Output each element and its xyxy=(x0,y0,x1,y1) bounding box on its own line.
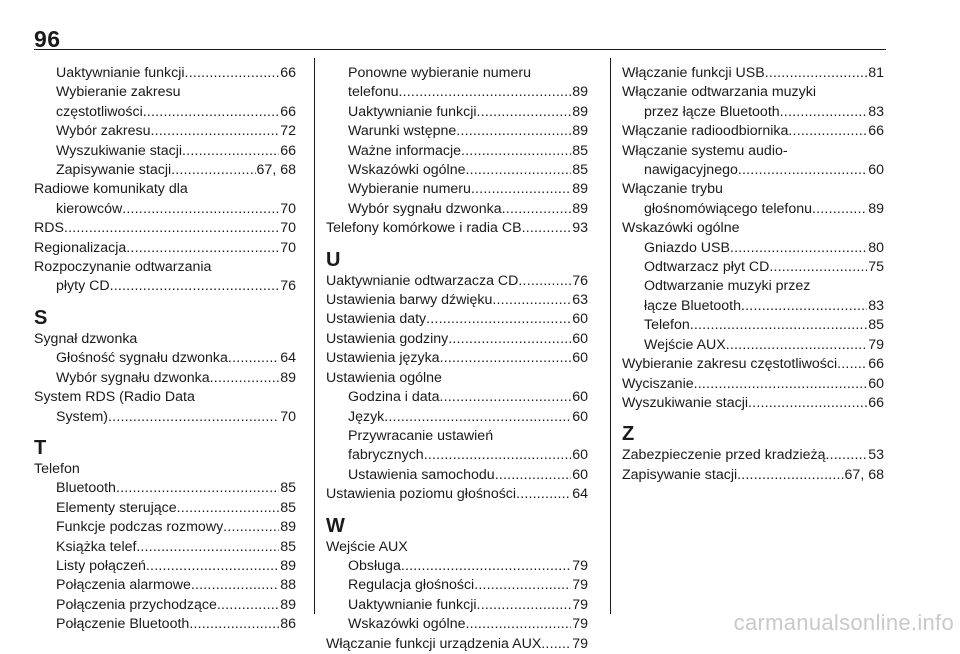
entry-term: płyty CD xyxy=(56,278,110,295)
index-heading: Telefon xyxy=(34,460,80,477)
index-entry xyxy=(34,239,296,258)
index-subentry xyxy=(326,408,588,427)
dot-leader xyxy=(769,258,867,277)
entry-page-ref: 76 xyxy=(572,272,588,289)
dot-leader xyxy=(140,538,279,557)
dot-leader xyxy=(737,466,843,485)
entry-term: Regionalizacja xyxy=(34,239,127,256)
entry-page-ref: 85 xyxy=(572,162,588,179)
index-subentry xyxy=(622,258,884,277)
entry-page-ref: 89 xyxy=(572,181,588,198)
entry-term: Odtwarzacz płyt CD xyxy=(644,259,770,276)
index-subentry xyxy=(326,446,588,465)
entry-term: Uaktywnianie funkcji xyxy=(348,103,477,120)
dot-leader xyxy=(456,122,571,141)
index-subentry xyxy=(34,538,296,557)
dot-leader xyxy=(110,277,280,296)
entry-term: RDS xyxy=(34,220,64,237)
index-subentry xyxy=(34,557,296,576)
index-subentry: Przywracanie ustawień xyxy=(348,427,494,444)
section-letter: S xyxy=(34,306,48,329)
entry-term: Listy połączeń xyxy=(56,557,146,574)
index-subentry xyxy=(326,142,588,161)
entry-page-ref: 79 xyxy=(572,557,588,574)
entry-page-ref: 89 xyxy=(572,123,588,140)
entry-page-ref: 60 xyxy=(572,330,588,347)
index-subentry xyxy=(622,336,884,355)
index-subentry xyxy=(326,103,588,122)
page-number: 96 xyxy=(34,26,61,52)
entry-page-ref: 85 xyxy=(280,538,296,555)
dot-leader xyxy=(440,349,572,368)
entry-term: fabrycznych xyxy=(348,447,424,464)
index-entry xyxy=(326,349,588,368)
entry-term: Ustawienia języka xyxy=(326,350,440,367)
dot-leader xyxy=(741,297,867,316)
index-entry xyxy=(326,485,588,504)
dot-leader xyxy=(424,446,572,465)
index-subentry xyxy=(34,122,296,141)
entry-page-ref: 83 xyxy=(868,103,884,120)
index-subentry xyxy=(326,83,588,102)
dot-leader xyxy=(401,557,571,576)
dot-leader xyxy=(788,122,867,141)
entry-term: częstotliwości xyxy=(56,103,143,120)
dot-leader xyxy=(516,485,571,504)
entry-term: Regulacja głośności xyxy=(348,577,475,594)
entry-term: Wybór sygnału dzwonka xyxy=(348,200,502,217)
index-heading: Włączanie systemu audio- xyxy=(622,142,788,159)
dot-leader xyxy=(185,64,280,83)
dot-leader xyxy=(825,446,867,465)
dot-leader xyxy=(502,200,572,219)
entry-term: Wybieranie zakresu częstotliwości xyxy=(622,356,838,373)
index-subentry xyxy=(622,161,884,180)
entry-term: Ważne informacje xyxy=(348,142,462,159)
entry-page-ref: 79 xyxy=(572,596,588,613)
dot-leader xyxy=(177,499,280,518)
dot-leader xyxy=(210,369,280,388)
entry-term: Zapisywanie stacji xyxy=(56,162,172,179)
index-entry xyxy=(326,310,588,329)
entry-term: Wyszukiwanie stacji xyxy=(622,394,749,411)
column-divider xyxy=(314,58,315,614)
index-heading: Sygnał dzwonka xyxy=(34,330,138,347)
entry-term: Obsługa xyxy=(348,557,401,574)
entry-page-ref: 63 xyxy=(572,292,588,309)
entry-page-ref: 79 xyxy=(572,635,588,652)
dot-leader xyxy=(748,394,867,413)
entry-page-ref: 85 xyxy=(280,480,296,497)
index-heading: Włączanie trybu xyxy=(622,181,723,198)
dot-leader xyxy=(171,161,255,180)
entry-page-ref: 89 xyxy=(280,596,296,613)
index-entry xyxy=(622,446,884,465)
entry-page-ref: 60 xyxy=(868,162,884,179)
entry-term: Wybór zakresu xyxy=(56,123,151,140)
entry-term: Gniazdo USB xyxy=(644,239,730,256)
entry-term: przez łącze Bluetooth xyxy=(644,103,780,120)
dot-leader xyxy=(837,355,867,374)
entry-page-ref: 60 xyxy=(572,447,588,464)
entry-page-ref: 60 xyxy=(572,389,588,406)
entry-term: Włączanie funkcji USB xyxy=(622,65,765,81)
index-subentry: Ponowne wybieranie numeru xyxy=(348,65,531,81)
index-subentry xyxy=(34,499,296,518)
index-subentry xyxy=(326,200,588,219)
index-subentry xyxy=(622,316,884,335)
entry-term: Głośność sygnału dzwonka xyxy=(56,350,228,367)
entry-page-ref: 88 xyxy=(280,577,296,594)
section-letter: U xyxy=(326,248,341,271)
entry-page-ref: 66 xyxy=(868,394,884,411)
entry-page-ref: 64 xyxy=(572,486,588,503)
entry-page-ref: 66 xyxy=(280,65,296,81)
dot-leader xyxy=(126,239,279,258)
index-heading: System RDS (Radio Data xyxy=(34,389,195,406)
index-entry xyxy=(622,64,884,83)
index-subentry xyxy=(326,557,588,576)
index-subentry xyxy=(34,64,296,83)
entry-page-ref: 70 xyxy=(280,220,296,237)
dot-leader xyxy=(217,596,279,615)
dot-leader xyxy=(466,161,572,180)
dot-leader xyxy=(461,142,571,161)
entry-term: Ustawienia daty xyxy=(326,311,427,328)
index-entry xyxy=(326,219,588,238)
dot-leader xyxy=(189,615,279,634)
entry-page-ref: 60 xyxy=(572,408,588,425)
dot-leader xyxy=(541,635,571,654)
entry-term: Telefon xyxy=(644,317,690,334)
entry-page-ref: 67, 68 xyxy=(844,466,884,483)
entry-term: Ustawienia samochodu xyxy=(348,466,495,483)
entry-term: Uaktywnianie odtwarzacza CD xyxy=(326,272,519,289)
entry-page-ref: 85 xyxy=(280,499,296,516)
entry-page-ref: 89 xyxy=(280,519,296,536)
entry-page-ref: 81 xyxy=(868,65,884,81)
dot-leader xyxy=(477,596,572,615)
entry-term: Godzina i data xyxy=(348,389,440,406)
dot-leader xyxy=(146,557,279,576)
entry-page-ref: 60 xyxy=(572,311,588,328)
entry-page-ref: 79 xyxy=(868,336,884,353)
entry-page-ref: 79 xyxy=(572,577,588,594)
entry-page-ref: 80 xyxy=(868,239,884,256)
entry-page-ref: 89 xyxy=(572,103,588,120)
dot-leader xyxy=(143,103,279,122)
dot-leader xyxy=(122,200,279,219)
index-heading: Ustawienia ogólne xyxy=(326,369,442,386)
index-subentry xyxy=(34,518,296,537)
watermark-text: carmanualsonline.info xyxy=(733,610,954,635)
entry-term: Wskazówki ogólne xyxy=(348,616,466,633)
dot-leader xyxy=(690,316,867,335)
index-subentry xyxy=(34,103,296,122)
index-entry xyxy=(622,466,884,485)
index-entry xyxy=(622,122,884,141)
entry-term: Wskazówki ogólne xyxy=(348,162,466,179)
entry-term: Połączenia przychodzące xyxy=(56,596,217,613)
entry-page-ref: 53 xyxy=(868,447,884,464)
dot-leader xyxy=(182,142,279,161)
entry-term: Wyciszanie xyxy=(622,375,694,392)
dot-leader xyxy=(384,408,571,427)
index-heading: Włączanie odtwarzania muzyki xyxy=(622,84,816,101)
entry-term: Wybór sygnału dzwonka xyxy=(56,369,210,386)
entry-page-ref: 66 xyxy=(280,103,296,120)
entry-term: kierowców xyxy=(56,200,123,217)
index-entry xyxy=(326,635,588,654)
index-subentry xyxy=(34,615,296,634)
dot-leader xyxy=(518,272,571,291)
index-subentry xyxy=(622,103,884,122)
entry-term: Telefony komórkowe i radia CB xyxy=(326,220,522,237)
entry-term: łącze Bluetooth xyxy=(644,297,742,314)
dot-leader xyxy=(477,103,572,122)
index-column-3 xyxy=(622,64,884,485)
entry-term: Zabezpieczenie przed kradzieżą xyxy=(622,447,826,464)
dot-leader xyxy=(495,466,572,485)
index-entry xyxy=(622,355,884,374)
entry-page-ref: 64 xyxy=(280,350,296,367)
index-subentry xyxy=(622,239,884,258)
index-entry xyxy=(326,272,588,291)
entry-page-ref: 83 xyxy=(868,297,884,314)
index-subentry: Odtwarzanie muzyki przez xyxy=(644,278,811,295)
entry-page-ref: 89 xyxy=(868,200,884,217)
entry-page-ref: 89 xyxy=(280,557,296,574)
dot-leader xyxy=(474,576,571,595)
entry-page-ref: 70 xyxy=(280,200,296,217)
section-letter: T xyxy=(34,436,47,459)
entry-page-ref: 66 xyxy=(280,142,296,159)
index-subentry: Wybieranie zakresu xyxy=(56,84,181,101)
index-subentry xyxy=(326,466,588,485)
index-entry xyxy=(326,330,588,349)
entry-page-ref: 86 xyxy=(280,616,296,633)
entry-term: Ustawienia barwy dźwięku xyxy=(326,292,493,309)
index-subentry xyxy=(622,200,884,219)
index-subentry xyxy=(34,349,296,368)
entry-term: Zapisywanie stacji xyxy=(622,466,738,483)
index-heading: Wejście AUX xyxy=(326,538,408,555)
entry-term: Funkcje podczas rozmowy xyxy=(56,519,224,536)
index-column-1 xyxy=(34,64,296,635)
dot-leader xyxy=(812,200,867,219)
dot-leader xyxy=(399,83,572,102)
index-subentry xyxy=(326,596,588,615)
dot-leader xyxy=(780,103,868,122)
section-letter: W xyxy=(326,514,345,537)
entry-term: Język xyxy=(348,408,385,425)
entry-page-ref: 66 xyxy=(868,356,884,373)
index-subentry xyxy=(326,122,588,141)
dot-leader xyxy=(522,219,572,238)
entry-term: Ustawienia godziny xyxy=(326,330,449,347)
entry-page-ref: 67, 68 xyxy=(256,162,296,179)
dot-leader xyxy=(64,219,279,238)
index-column-2 xyxy=(326,64,588,654)
entry-term: Książka telef. xyxy=(56,538,141,555)
entry-page-ref: 79 xyxy=(572,616,588,633)
entry-page-ref: 70 xyxy=(280,408,296,425)
entry-term: Uaktywnianie funkcji xyxy=(348,596,477,613)
index-heading: Rozpoczynanie odtwarzania xyxy=(34,259,212,276)
entry-page-ref: 60 xyxy=(572,466,588,483)
dot-leader xyxy=(108,408,279,427)
index-subentry xyxy=(34,200,296,219)
index-subentry xyxy=(34,408,296,427)
entry-page-ref: 60 xyxy=(868,375,884,392)
entry-term: Połączenie Bluetooth xyxy=(56,616,190,633)
index-subentry xyxy=(326,615,588,634)
column-divider xyxy=(610,58,611,614)
entry-term: Ustawienia poziomu głośności xyxy=(326,486,517,503)
dot-leader xyxy=(471,180,571,199)
entry-term: Elementy sterujące xyxy=(56,499,177,516)
index-heading: Radiowe komunikaty dla xyxy=(34,181,188,198)
entry-page-ref: 85 xyxy=(868,317,884,334)
dot-leader xyxy=(466,615,572,634)
entry-page-ref: 75 xyxy=(868,259,884,276)
entry-term: Warunki wstępne xyxy=(348,123,457,140)
dot-leader xyxy=(694,375,868,394)
entry-page-ref: 93 xyxy=(572,220,588,237)
entry-term: telefonu xyxy=(348,84,399,101)
entry-term: Wejście AUX xyxy=(644,336,726,353)
entry-term: Wybieranie numeru xyxy=(348,181,471,198)
index-subentry xyxy=(622,297,884,316)
index-subentry xyxy=(34,277,296,296)
index-entry xyxy=(622,375,884,394)
entry-page-ref: 66 xyxy=(868,123,884,140)
entry-page-ref: 89 xyxy=(280,369,296,386)
entry-term: nawigacyjnego xyxy=(644,162,738,179)
index-subentry xyxy=(34,576,296,595)
index-subentry xyxy=(34,596,296,615)
entry-term: głośnomówiącego telefonu xyxy=(644,200,812,217)
entry-term: Połączenia alarmowe xyxy=(56,577,191,594)
entry-term: Włączanie radioodbiornika xyxy=(622,123,789,140)
dot-leader xyxy=(492,291,571,310)
entry-page-ref: 89 xyxy=(572,200,588,217)
index-subentry xyxy=(326,180,588,199)
dot-leader xyxy=(730,239,867,258)
entry-page-ref: 85 xyxy=(572,142,588,159)
top-rule xyxy=(34,49,886,50)
index-entry xyxy=(622,394,884,413)
dot-leader xyxy=(191,576,279,595)
dot-leader xyxy=(440,388,572,407)
dot-leader xyxy=(426,310,571,329)
index-subentry xyxy=(326,388,588,407)
dot-leader xyxy=(765,64,868,83)
dot-leader xyxy=(448,330,571,349)
entry-term: Wyszukiwanie stacji xyxy=(56,142,183,159)
dot-leader xyxy=(223,518,279,537)
index-heading: Wskazówki ogólne xyxy=(622,220,740,237)
dot-leader xyxy=(150,122,279,141)
section-letter: Z xyxy=(622,423,635,446)
index-subentry xyxy=(326,576,588,595)
entry-page-ref: 60 xyxy=(572,350,588,367)
index-subentry xyxy=(326,161,588,180)
entry-page-ref: 72 xyxy=(280,123,296,140)
entry-page-ref: 70 xyxy=(280,239,296,256)
dot-leader xyxy=(738,161,867,180)
dot-leader xyxy=(116,479,279,498)
entry-term: Włączanie funkcji urządzenia AUX xyxy=(326,635,542,652)
entry-page-ref: 89 xyxy=(572,84,588,101)
entry-term: Bluetooth xyxy=(56,480,116,497)
index-subentry xyxy=(34,161,296,180)
index-entry xyxy=(326,291,588,310)
entry-term: System) xyxy=(56,408,109,425)
dot-leader xyxy=(228,349,279,368)
entry-term: Uaktywnianie funkcji xyxy=(56,65,185,81)
index-subentry xyxy=(34,369,296,388)
index-subentry xyxy=(34,479,296,498)
index-subentry xyxy=(34,142,296,161)
entry-page-ref: 76 xyxy=(280,278,296,295)
dot-leader xyxy=(726,336,867,355)
index-entry xyxy=(34,219,296,238)
